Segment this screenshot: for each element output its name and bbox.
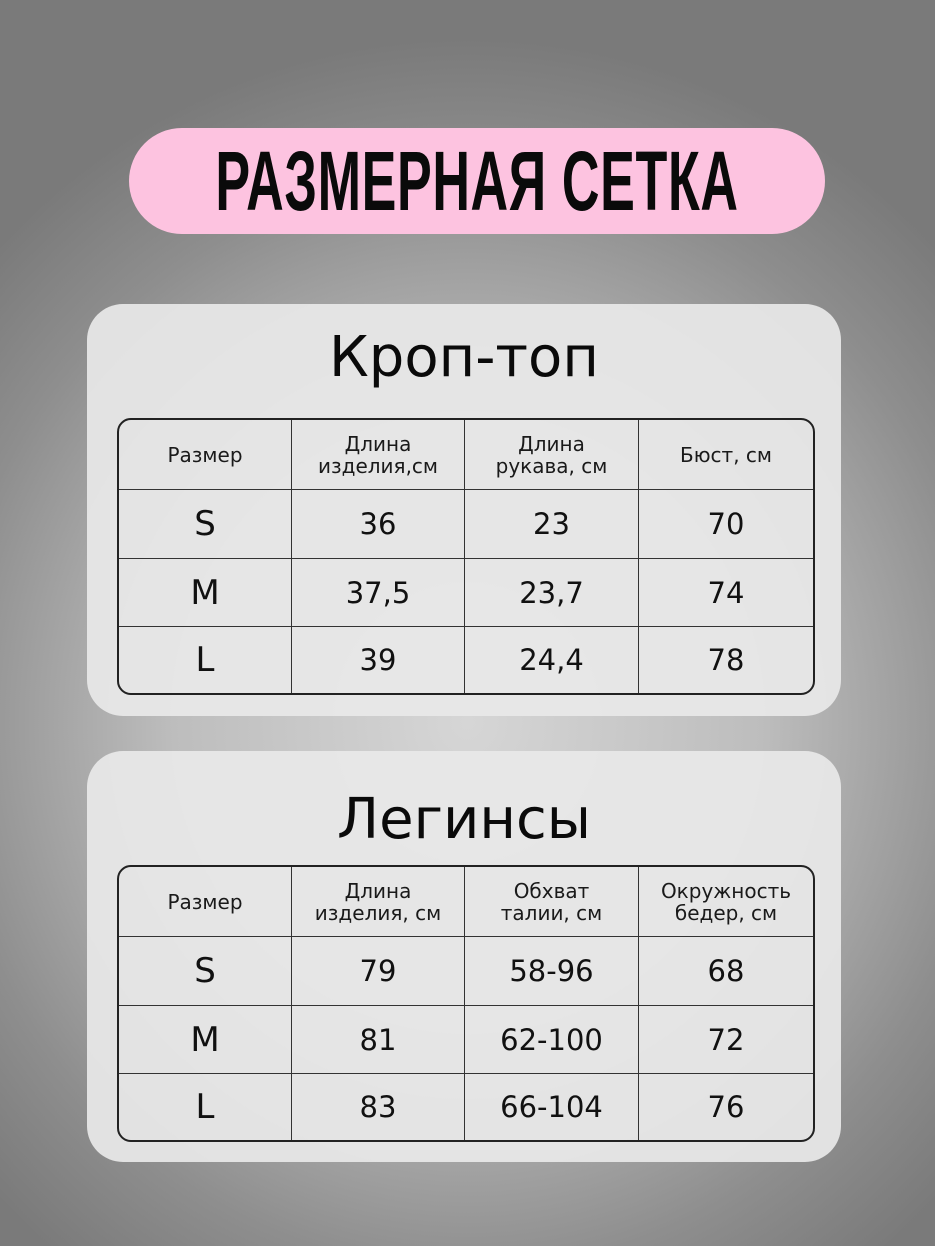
table-cell-length: 81 bbox=[292, 1006, 465, 1074]
table-cell-length: 37,5 bbox=[292, 559, 465, 627]
page-title: РАЗМЕРНАЯ СЕТКА bbox=[215, 134, 739, 228]
leggings-title: Легинсы bbox=[337, 787, 591, 852]
table-row-size: S bbox=[119, 490, 292, 559]
table-cell-length: 79 bbox=[292, 937, 465, 1006]
table-cell-length: 39 bbox=[292, 627, 465, 693]
table-cell-waist: 58-96 bbox=[465, 937, 639, 1006]
table-cell-bust: 74 bbox=[639, 559, 813, 627]
header-size: Размер bbox=[119, 420, 292, 490]
table-row-size: S bbox=[119, 937, 292, 1006]
table-row-size: L bbox=[119, 627, 292, 693]
table-cell-waist: 62-100 bbox=[465, 1006, 639, 1074]
crop-top-title: Кроп-топ bbox=[329, 325, 599, 390]
leggings-card bbox=[87, 751, 841, 1162]
header-size: Размер bbox=[119, 867, 292, 937]
table-cell-length: 83 bbox=[292, 1074, 465, 1140]
header-hips: Окружность бедер, см bbox=[639, 867, 813, 937]
header-bust: Бюст, см bbox=[639, 420, 813, 490]
header-sleeve: Длина рукава, см bbox=[465, 420, 639, 490]
header-waist: Обхват талии, см bbox=[465, 867, 639, 937]
leggings-size-table bbox=[117, 865, 815, 1142]
table-cell-hips: 76 bbox=[707, 1090, 745, 1124]
crop-top-card bbox=[87, 304, 841, 716]
title-banner bbox=[129, 128, 825, 234]
table-cell-sleeve: 23 bbox=[465, 490, 639, 559]
crop-top-size-table bbox=[117, 418, 815, 695]
header-length: Длина изделия, см bbox=[292, 867, 465, 937]
table-row-size: L bbox=[119, 1074, 292, 1140]
header-length: Длина изделия,см bbox=[292, 420, 465, 490]
table-cell-waist: 66-104 bbox=[465, 1074, 639, 1140]
table-row-size: M bbox=[119, 1006, 292, 1074]
table-cell-hips: 68 bbox=[639, 937, 813, 1006]
table-row-size: M bbox=[119, 559, 292, 627]
table-cell-length: 36 bbox=[292, 490, 465, 559]
table-cell-sleeve: 24,4 bbox=[465, 627, 639, 693]
table-cell-bust: 70 bbox=[639, 490, 813, 559]
table-cell-hips: 72 bbox=[639, 1006, 813, 1074]
table-cell-bust: 78 bbox=[707, 643, 745, 677]
table-cell-sleeve: 23,7 bbox=[465, 559, 639, 627]
